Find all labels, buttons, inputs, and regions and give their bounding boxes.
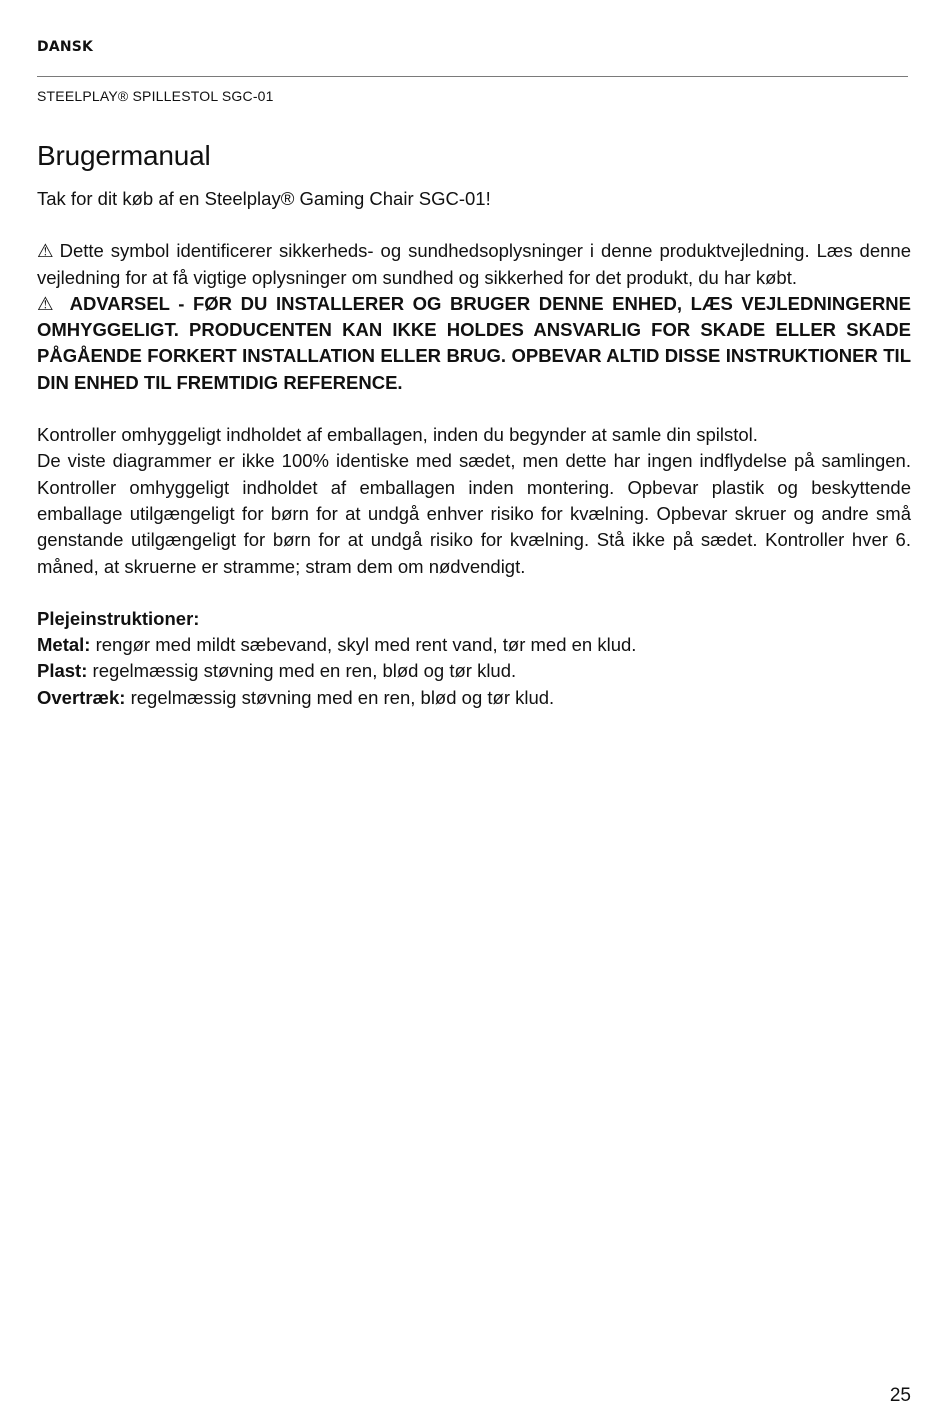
spacer <box>37 396 911 422</box>
warning-triangle-icon: ⚠ <box>37 292 54 314</box>
warning-triangle-icon: ⚠ <box>37 240 54 262</box>
care-heading: Plejeinstruktioner: <box>37 607 200 629</box>
care-item-cover <box>37 685 911 711</box>
care-item-label: Overtræk: <box>37 686 126 708</box>
manual-content <box>37 138 911 711</box>
safety-note-text: Dette symbol identificerer sikkerheds- og sundhedsoplysninger i denne produktvejledning. Læs denne vejledning for at få vigtige oplysninger om sundhed og sikkerhed for det produkt, du har købt. <box>37 240 911 288</box>
check-contents-text: Kontroller omhyggeligt indholdet af emballagen, inden du begynder at samle din spilstol. <box>37 424 758 446</box>
language-label: DANSK <box>37 39 94 55</box>
spacer <box>37 580 911 606</box>
page-title: Brugermanual <box>37 140 211 171</box>
warning-paragraph <box>37 291 911 396</box>
warning-text: ADVARSEL - FØR DU INSTALLERER OG BRUGER DENNE ENHED, LÆS VEJLEDNINGERNE OMHYGGELIGT. PRODUCENTEN KAN IKKE HOLDES ANSVARLIG FOR SKADE ELLER SKADE PÅGÅENDE FORKERT INSTALLATION ELLER BRUG. OPBEVAR ALTID DISSE INSTRUKTIONER TIL DIN ENHED TIL FREMTIDIG REFERENCE. <box>37 292 911 393</box>
spacer <box>37 212 911 238</box>
safety-note-paragraph <box>37 238 911 291</box>
care-item-text: regelmæssig støvning med en ren, blød og tør klud. <box>87 660 517 682</box>
care-item-metal <box>37 632 911 658</box>
care-item-plastic <box>37 658 911 684</box>
product-name: STEELPLAY® SPILLESTOL SGC-01 <box>37 88 274 104</box>
care-item-text: rengør med mildt sæbevand, skyl med rent vand, tør med en klud. <box>90 634 637 656</box>
diagram-note-text: De viste diagrammer er ikke 100% identiske med sædet, men dette har ingen indflydelse på samlingen. Kontroller omhyggeligt indholdet af emballagen inden montering. Opbevar plastik og beskyttende emballage utilgængeligt for børn for at undgå enhver risiko for kvælning. Opbevar skruer og andre små genstande utilgængeligt for børn for at undgå risiko for kvælning. Stå ikke på sædet. Kontroller hver 6. måned, at skruerne er stramme; stram dem om nødvendigt. <box>37 450 911 577</box>
care-item-label: Plast: <box>37 660 88 682</box>
thanks-text: Tak for dit køb af en Steelplay® Gaming Chair SGC-01! <box>37 188 491 209</box>
header-divider <box>37 76 908 77</box>
page-number: 25 <box>889 1385 911 1406</box>
care-item-text: regelmæssig støvning med en ren, blød og tør klud. <box>125 686 555 708</box>
care-item-label: Metal: <box>37 634 91 656</box>
